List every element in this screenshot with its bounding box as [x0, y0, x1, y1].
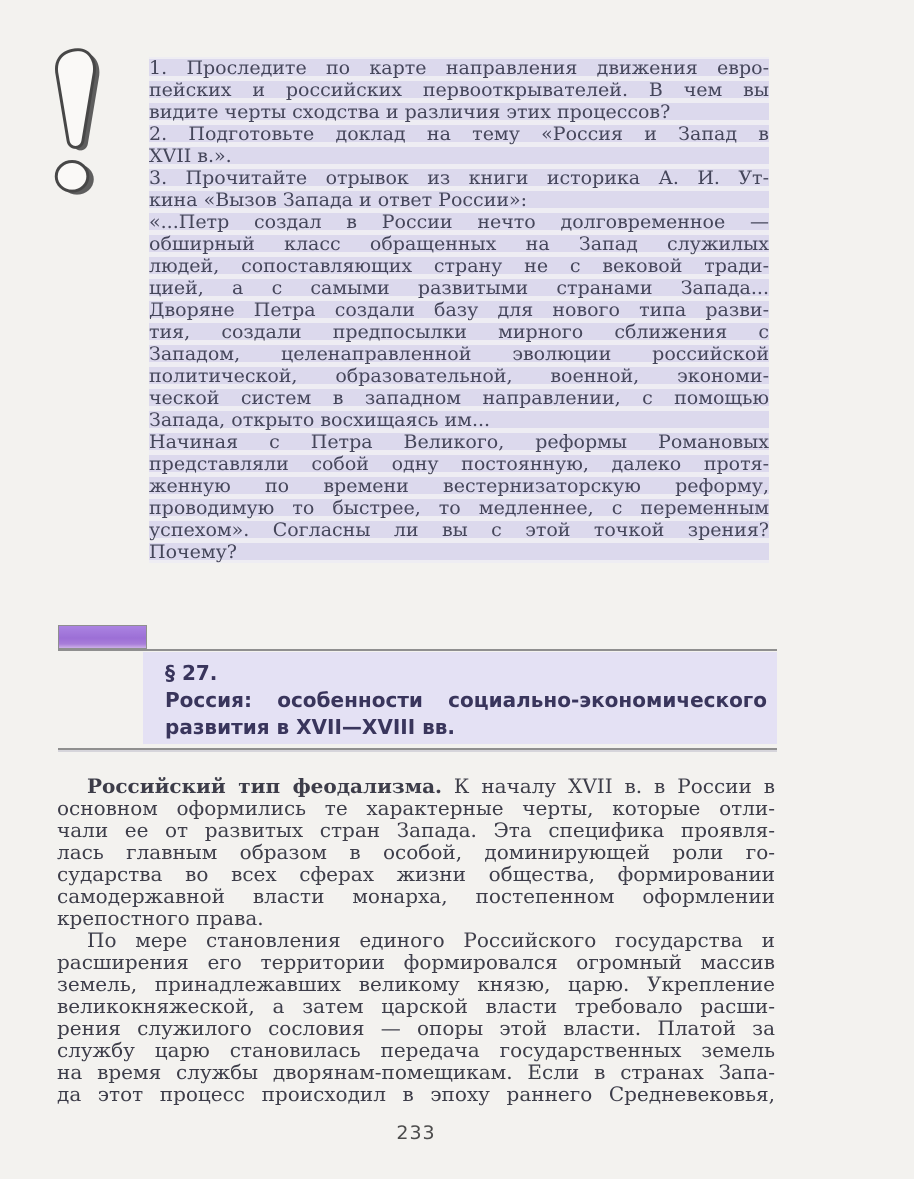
exclamation-icon — [44, 42, 108, 204]
text-line: Западом, целенаправленной эволюции российской — [149, 343, 769, 365]
text-line: женную по времени вестернизаторскую реформу, — [149, 475, 769, 497]
text-line: 2. Подготовьте доклад на тему «Россия и Запад в — [149, 123, 769, 145]
text-line: политической, образовательной, военной, экономи- — [149, 365, 769, 387]
questions-block — [149, 57, 769, 563]
text-line: кина «Вызов Запада и ответ России»: — [149, 189, 528, 211]
text-line: чали ее от развитых стран Запада. Эта специфика проявля- — [57, 818, 775, 842]
text-line: представляли собой одну постоянную, далеко протя- — [149, 453, 769, 475]
text-line: самодержавной власти монарха, постепенном оформлении — [57, 884, 775, 908]
text-line: крепостного права. — [57, 906, 264, 930]
text-line: сударства во всех сферах жизни общества, формировании — [57, 862, 775, 886]
text-line: успехом». Согласны ли вы с этой точкой зрения? — [149, 519, 769, 541]
text-line: обширный класс обращенных на Запад служилых — [149, 233, 769, 255]
section-header — [143, 652, 777, 744]
text-line: Почему? — [149, 541, 237, 563]
text-line: расширения его территории формировался огромный массив — [57, 950, 775, 974]
text-line: тия, создали предпосылки мирного сближения с — [149, 321, 769, 343]
page-number: 233 — [396, 1122, 436, 1144]
text-line: 1. Проследите по карте направления движения евро- — [149, 57, 769, 79]
text-line: ческой систем в западном направлении, с помощью — [149, 387, 769, 409]
text-line: развития в XVII—XVIII вв. — [165, 715, 456, 739]
text-line: на время службы дворянам-помещикам. Если в странах Запа- — [57, 1060, 775, 1084]
text-line: 3. Прочитайте отрывок из книги историка А. И. Ут- — [149, 167, 769, 189]
text-line: великокняжеской, а затем царской власти требовало расши- — [57, 994, 775, 1018]
text-line: Начиная с Петра Великого, реформы Романовых — [149, 431, 769, 453]
section-title — [165, 687, 767, 741]
text-line: По мере становления единого Российского государства и — [87, 928, 775, 952]
section-accent-bar — [58, 625, 147, 649]
text-line: «...Петр создал в России нечто долговременное — — [149, 211, 769, 233]
text-line: Россия: особенности социально-экономического — [165, 688, 767, 712]
text-line: рения служилого сословия — опоры этой власти. Платой за — [57, 1016, 775, 1040]
section-number: § 27. — [165, 661, 218, 685]
text-line: основном оформились те характерные черты, которые отли- — [57, 796, 775, 820]
text-line: пейских и российских первооткрывателей. В чем вы — [149, 79, 769, 101]
body-text — [57, 775, 775, 1105]
text-line: проводимую то быстрее, то медленнее, с переменным — [149, 497, 769, 519]
text-line: Дворяне Петра создали базу для нового типа разви- — [149, 299, 769, 321]
section-bottom-rule — [58, 748, 777, 750]
text-line: Российский тип феодализма. К началу XVII в. в России в — [87, 774, 775, 798]
text-line: XVII в.». — [149, 145, 232, 167]
text-line: Запада, открыто восхищаясь им... — [149, 409, 491, 431]
text-line: да этот процесс происходил в эпоху раннего Средневековья, — [57, 1082, 775, 1106]
section-top-rule — [58, 649, 777, 651]
text-line: службу царю становилась передача государственных земель — [57, 1038, 775, 1062]
text-line: видите черты сходства и различия этих процессов? — [149, 101, 671, 123]
text-line: земель, принадлежавших великому князю, царю. Укрепление — [57, 972, 775, 996]
text-line: лась главным образом в особой, доминирующей роли го- — [57, 840, 775, 864]
text-line: людей, сопоставляющих страну не с вековой тради- — [149, 255, 769, 277]
text-line: цией, а с самыми развитыми странами Запада... — [149, 277, 769, 299]
